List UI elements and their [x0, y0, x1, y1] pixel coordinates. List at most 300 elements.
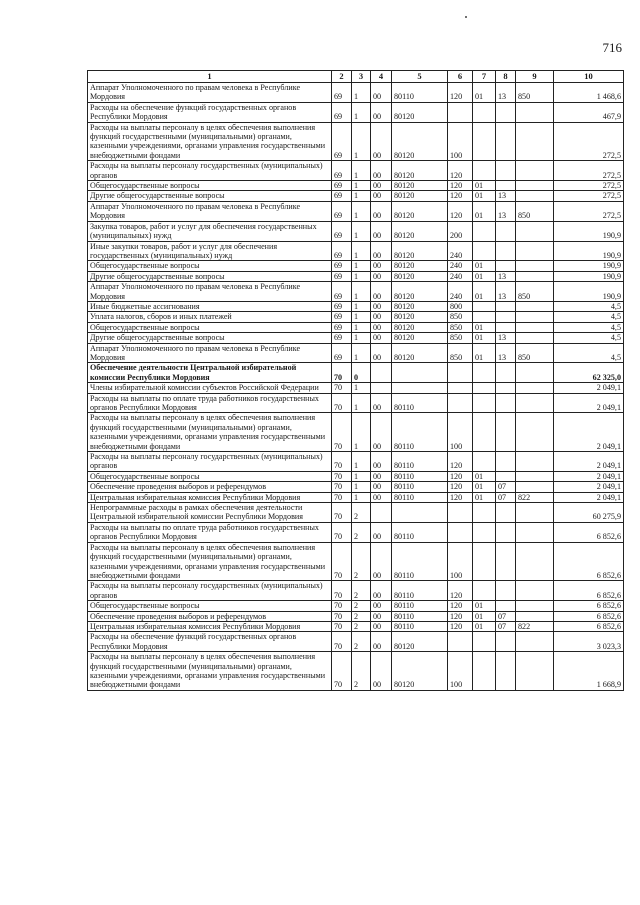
cell-code-sub: 1 — [352, 282, 371, 302]
cell-code-gp: 70 — [332, 452, 352, 472]
cell-amount: 6 852,6 — [554, 601, 624, 611]
cell-item-name: Центральная избирательная комиссия Республики Мордовия — [88, 492, 332, 502]
cell-code-vr: 850 — [448, 312, 473, 322]
cell-amount: 2 049,1 — [554, 413, 624, 452]
cell-code-vr: 120 — [448, 581, 473, 601]
cell-code-article: 80110 — [392, 393, 448, 413]
cell-item-name: Расходы на выплаты персоналу в целях обеспечения выполнения функций государственными (муниципальными) органами, казенными учреждениями, органами управления государственными внебюджетными фондами — [88, 413, 332, 452]
table-row — [88, 393, 624, 413]
cell-code-vr: 200 — [448, 221, 473, 241]
cell-code-gp: 69 — [332, 312, 352, 322]
column-header-7: 7 — [473, 71, 496, 83]
cell-code-rz: 01 — [473, 492, 496, 502]
table-header-row — [88, 71, 624, 83]
cell-item-name: Аппарат Уполномоченного по правам человека в Республике Мордовия — [88, 282, 332, 302]
cell-code-dir: 00 — [371, 492, 392, 502]
table-row — [88, 621, 624, 631]
cell-code-dir: 00 — [371, 102, 392, 122]
cell-code-dir: 00 — [371, 581, 392, 601]
cell-code-pr — [496, 363, 516, 383]
cell-code-article: 80120 — [392, 312, 448, 322]
cell-code-article: 80110 — [392, 482, 448, 492]
cell-code-article — [392, 383, 448, 393]
cell-amount: 4,5 — [554, 301, 624, 311]
cell-code-grbs: 822 — [516, 492, 554, 502]
cell-code-dir: 00 — [371, 393, 392, 413]
cell-code-sub: 2 — [352, 542, 371, 581]
cell-code-sub: 2 — [352, 652, 371, 691]
table-row — [88, 383, 624, 393]
cell-code-dir: 00 — [371, 261, 392, 271]
cell-code-vr: 120 — [448, 83, 473, 103]
cell-code-dir: 00 — [371, 83, 392, 103]
cell-code-vr: 100 — [448, 652, 473, 691]
cell-code-sub: 1 — [352, 271, 371, 281]
cell-code-dir: 00 — [371, 282, 392, 302]
cell-code-pr: 07 — [496, 492, 516, 502]
cell-code-vr: 120 — [448, 471, 473, 481]
cell-code-pr — [496, 241, 516, 261]
cell-code-pr: 13 — [496, 191, 516, 201]
cell-code-rz — [473, 413, 496, 452]
cell-code-article: 80110 — [392, 542, 448, 581]
cell-code-grbs — [516, 652, 554, 691]
cell-code-pr — [496, 652, 516, 691]
cell-code-vr: 120 — [448, 452, 473, 472]
cell-code-gp: 69 — [332, 181, 352, 191]
cell-code-rz — [473, 312, 496, 322]
cell-code-pr — [496, 393, 516, 413]
cell-code-dir: 00 — [371, 542, 392, 581]
cell-code-pr: 13 — [496, 201, 516, 221]
cell-code-pr — [496, 312, 516, 322]
cell-code-pr — [496, 102, 516, 122]
cell-item-name: Обеспечение проведения выборов и референдумов — [88, 611, 332, 621]
cell-code-rz: 01 — [473, 191, 496, 201]
cell-code-pr — [496, 503, 516, 523]
cell-item-name: Общегосударственные вопросы — [88, 601, 332, 611]
cell-amount: 4,5 — [554, 333, 624, 343]
cell-code-vr — [448, 383, 473, 393]
column-header-8: 8 — [496, 71, 516, 83]
cell-code-sub: 1 — [352, 322, 371, 332]
cell-code-sub: 1 — [352, 181, 371, 191]
cell-amount: 190,9 — [554, 241, 624, 261]
cell-code-article: 80110 — [392, 581, 448, 601]
cell-amount: 272,5 — [554, 181, 624, 191]
table-row — [88, 282, 624, 302]
cell-amount: 1 468,6 — [554, 83, 624, 103]
cell-code-pr — [496, 601, 516, 611]
cell-code-grbs — [516, 322, 554, 332]
cell-code-article: 80120 — [392, 261, 448, 271]
cell-code-grbs — [516, 261, 554, 271]
cell-code-rz — [473, 241, 496, 261]
cell-code-article: 80110 — [392, 492, 448, 502]
cell-code-grbs: 850 — [516, 343, 554, 363]
cell-code-gp: 69 — [332, 83, 352, 103]
cell-code-gp: 69 — [332, 122, 352, 161]
cell-code-article: 80110 — [392, 522, 448, 542]
cell-code-vr — [448, 522, 473, 542]
cell-code-article: 80110 — [392, 601, 448, 611]
budget-table — [87, 70, 624, 691]
cell-code-pr: 07 — [496, 611, 516, 621]
cell-item-name: Аппарат Уполномоченного по правам человека в Республике Мордовия — [88, 343, 332, 363]
cell-code-vr: 240 — [448, 282, 473, 302]
cell-code-vr: 120 — [448, 161, 473, 181]
table-row — [88, 503, 624, 523]
cell-code-article: 80120 — [392, 282, 448, 302]
cell-code-sub: 2 — [352, 503, 371, 523]
cell-amount: 60 275,9 — [554, 503, 624, 523]
cell-amount: 6 852,6 — [554, 542, 624, 581]
cell-item-name: Обеспечение проведения выборов и референдумов — [88, 482, 332, 492]
cell-item-name: Непрограммные расходы в рамках обеспечения деятельности Центральной избирательной комиссии Республики Мордовия — [88, 503, 332, 523]
cell-code-dir: 00 — [371, 181, 392, 191]
cell-item-name: Расходы на выплаты персоналу в целях обеспечения выполнения функций государственными (муниципальными) органами, казенными учреждениями, органами управления государственными внебюджетными фондами — [88, 652, 332, 691]
cell-item-name: Расходы на выплаты персоналу государственных (муниципальных) органов — [88, 161, 332, 181]
cell-amount: 4,5 — [554, 322, 624, 332]
cell-code-dir: 00 — [371, 161, 392, 181]
cell-code-dir: 00 — [371, 191, 392, 201]
cell-code-grbs — [516, 393, 554, 413]
cell-code-pr: 13 — [496, 333, 516, 343]
cell-code-grbs — [516, 301, 554, 311]
cell-code-grbs — [516, 363, 554, 383]
cell-code-vr: 240 — [448, 271, 473, 281]
cell-code-article: 80120 — [392, 652, 448, 691]
cell-code-vr: 120 — [448, 611, 473, 621]
table-row — [88, 542, 624, 581]
cell-code-dir: 00 — [371, 122, 392, 161]
cell-code-dir: 00 — [371, 312, 392, 322]
cell-code-gp: 70 — [332, 632, 352, 652]
table-row — [88, 241, 624, 261]
table-row — [88, 83, 624, 103]
cell-code-vr — [448, 503, 473, 523]
cell-amount: 1 668,9 — [554, 652, 624, 691]
cell-code-gp: 70 — [332, 492, 352, 502]
cell-code-rz — [473, 221, 496, 241]
cell-code-rz: 01 — [473, 601, 496, 611]
cell-code-vr: 100 — [448, 413, 473, 452]
cell-code-grbs — [516, 383, 554, 393]
cell-code-gp: 69 — [332, 301, 352, 311]
cell-code-dir: 00 — [371, 482, 392, 492]
cell-code-pr — [496, 301, 516, 311]
cell-amount: 2 049,1 — [554, 452, 624, 472]
table-row — [88, 333, 624, 343]
cell-item-name: Аппарат Уполномоченного по правам человека в Республике Мордовия — [88, 201, 332, 221]
cell-code-gp: 69 — [332, 221, 352, 241]
cell-amount: 2 049,1 — [554, 482, 624, 492]
cell-item-name: Члены избирательной комиссии субъектов Российской Федерации — [88, 383, 332, 393]
cell-code-gp: 70 — [332, 363, 352, 383]
cell-code-pr — [496, 581, 516, 601]
cell-code-dir: 00 — [371, 652, 392, 691]
cell-code-grbs: 850 — [516, 83, 554, 103]
cell-code-rz: 01 — [473, 282, 496, 302]
cell-code-sub: 1 — [352, 393, 371, 413]
column-header-4: 4 — [371, 71, 392, 83]
table-row — [88, 261, 624, 271]
cell-code-dir: 00 — [371, 221, 392, 241]
cell-item-name: Расходы на выплаты персоналу в целях обеспечения выполнения функций государственными (муниципальными) органами, казенными учреждениями, органами управления государственными внебюджетными фондами — [88, 122, 332, 161]
cell-code-rz: 01 — [473, 482, 496, 492]
cell-code-vr: 120 — [448, 621, 473, 631]
cell-code-dir: 00 — [371, 343, 392, 363]
cell-code-sub: 1 — [352, 241, 371, 261]
cell-amount: 2 049,1 — [554, 492, 624, 502]
cell-amount: 6 852,6 — [554, 522, 624, 542]
cell-item-name: Расходы на выплаты по оплате труда работников государственных органов Республики Мордовия — [88, 522, 332, 542]
cell-amount: 2 049,1 — [554, 383, 624, 393]
cell-item-name: Другие общегосударственные вопросы — [88, 191, 332, 201]
cell-item-name: Аппарат Уполномоченного по правам человека в Республике Мордовия — [88, 83, 332, 103]
cell-code-vr: 240 — [448, 241, 473, 261]
cell-code-sub: 1 — [352, 471, 371, 481]
table-row — [88, 181, 624, 191]
cell-code-pr — [496, 522, 516, 542]
cell-code-rz — [473, 632, 496, 652]
cell-code-sub: 2 — [352, 611, 371, 621]
cell-code-article: 80120 — [392, 271, 448, 281]
cell-code-sub: 0 — [352, 363, 371, 383]
cell-code-gp: 70 — [332, 581, 352, 601]
cell-code-rz: 01 — [473, 181, 496, 191]
cell-code-vr: 100 — [448, 542, 473, 581]
cell-code-rz: 01 — [473, 611, 496, 621]
column-header-3: 3 — [352, 71, 371, 83]
cell-code-sub: 1 — [352, 413, 371, 452]
cell-code-gp: 69 — [332, 102, 352, 122]
cell-code-grbs — [516, 191, 554, 201]
table-row — [88, 413, 624, 452]
cell-code-grbs — [516, 312, 554, 322]
cell-amount: 272,5 — [554, 191, 624, 201]
cell-code-sub: 1 — [352, 343, 371, 363]
cell-code-sub: 1 — [352, 383, 371, 393]
table-row — [88, 322, 624, 332]
cell-code-article: 80120 — [392, 333, 448, 343]
table-row — [88, 482, 624, 492]
cell-code-gp: 70 — [332, 413, 352, 452]
cell-code-article: 80120 — [392, 301, 448, 311]
cell-amount: 4,5 — [554, 312, 624, 322]
column-header-1: 1 — [88, 71, 332, 83]
table-row — [88, 312, 624, 322]
cell-code-article: 80110 — [392, 452, 448, 472]
cell-code-pr — [496, 122, 516, 161]
cell-code-dir: 00 — [371, 333, 392, 343]
cell-amount: 190,9 — [554, 282, 624, 302]
cell-code-rz — [473, 383, 496, 393]
cell-code-gp: 70 — [332, 471, 352, 481]
table-row — [88, 363, 624, 383]
cell-code-sub: 1 — [352, 333, 371, 343]
cell-code-article: 80110 — [392, 611, 448, 621]
cell-code-sub: 1 — [352, 201, 371, 221]
cell-code-sub: 1 — [352, 301, 371, 311]
cell-code-grbs — [516, 241, 554, 261]
cell-code-article: 80110 — [392, 471, 448, 481]
cell-code-rz: 01 — [473, 343, 496, 363]
cell-code-grbs — [516, 522, 554, 542]
cell-code-article: 80110 — [392, 413, 448, 452]
cell-code-article: 80120 — [392, 221, 448, 241]
cell-amount: 6 852,6 — [554, 611, 624, 621]
table-row — [88, 343, 624, 363]
cell-code-gp: 70 — [332, 503, 352, 523]
cell-code-gp: 70 — [332, 542, 352, 581]
cell-code-grbs — [516, 161, 554, 181]
cell-code-vr: 100 — [448, 122, 473, 161]
cell-amount: 272,5 — [554, 122, 624, 161]
cell-amount: 190,9 — [554, 261, 624, 271]
cell-code-gp: 70 — [332, 393, 352, 413]
cell-amount: 272,5 — [554, 201, 624, 221]
cell-code-sub: 2 — [352, 581, 371, 601]
cell-item-name: Общегосударственные вопросы — [88, 471, 332, 481]
cell-code-vr: 120 — [448, 601, 473, 611]
cell-code-rz — [473, 363, 496, 383]
cell-code-grbs — [516, 482, 554, 492]
cell-code-grbs — [516, 611, 554, 621]
cell-code-vr: 120 — [448, 201, 473, 221]
cell-code-grbs — [516, 542, 554, 581]
cell-amount: 2 049,1 — [554, 393, 624, 413]
cell-code-vr: 120 — [448, 181, 473, 191]
cell-code-pr — [496, 383, 516, 393]
cell-code-sub: 1 — [352, 83, 371, 103]
cell-code-sub: 1 — [352, 492, 371, 502]
cell-code-article — [392, 363, 448, 383]
table-row — [88, 471, 624, 481]
column-header-2: 2 — [332, 71, 352, 83]
table-row — [88, 611, 624, 621]
cell-code-gp: 70 — [332, 601, 352, 611]
cell-code-dir — [371, 383, 392, 393]
cell-code-vr — [448, 632, 473, 652]
cell-code-gp: 69 — [332, 322, 352, 332]
cell-code-dir: 00 — [371, 452, 392, 472]
cell-item-name: Общегосударственные вопросы — [88, 322, 332, 332]
cell-code-rz — [473, 542, 496, 581]
cell-code-gp: 69 — [332, 201, 352, 221]
cell-code-rz — [473, 122, 496, 161]
cell-code-pr — [496, 161, 516, 181]
cell-item-name: Закупка товаров, работ и услуг для обеспечения государственных (муниципальных) нужд — [88, 221, 332, 241]
cell-code-grbs — [516, 271, 554, 281]
table-row — [88, 201, 624, 221]
cell-code-rz: 01 — [473, 271, 496, 281]
cell-code-dir: 00 — [371, 601, 392, 611]
cell-code-vr — [448, 363, 473, 383]
cell-code-sub: 1 — [352, 221, 371, 241]
column-header-6: 6 — [448, 71, 473, 83]
column-header-5: 5 — [392, 71, 448, 83]
table-row — [88, 271, 624, 281]
cell-code-pr — [496, 413, 516, 452]
cell-code-vr: 120 — [448, 492, 473, 502]
cell-item-name: Центральная избирательная комиссия Республики Мордовия — [88, 621, 332, 631]
cell-code-vr: 850 — [448, 333, 473, 343]
cell-item-name: Расходы на выплаты персоналу в целях обеспечения выполнения функций государственными (муниципальными) органами, казенными учреждениями, органами управления государственными внебюджетными фондами — [88, 542, 332, 581]
cell-item-name: Расходы на выплаты персоналу государственных (муниципальных) органов — [88, 581, 332, 601]
cell-code-grbs — [516, 471, 554, 481]
page-number: 716 — [602, 40, 622, 55]
cell-amount: 62 325,0 — [554, 363, 624, 383]
cell-code-vr: 120 — [448, 482, 473, 492]
cell-code-article: 80110 — [392, 621, 448, 631]
cell-item-name: Расходы на обеспечение функций государственных органов Республики Мордовия — [88, 102, 332, 122]
table-row — [88, 161, 624, 181]
cell-code-pr — [496, 181, 516, 191]
cell-item-name: Расходы на выплаты по оплате труда работников государственных органов Республики Мордовия — [88, 393, 332, 413]
column-header-9: 9 — [516, 71, 554, 83]
cell-code-sub: 1 — [352, 452, 371, 472]
table-row — [88, 581, 624, 601]
table-row — [88, 492, 624, 502]
cell-code-rz: 01 — [473, 333, 496, 343]
cell-code-pr — [496, 632, 516, 652]
cell-code-dir: 00 — [371, 201, 392, 221]
cell-item-name: Расходы на выплаты персоналу государственных (муниципальных) органов — [88, 452, 332, 472]
cell-code-dir: 00 — [371, 301, 392, 311]
cell-code-rz — [473, 452, 496, 472]
cell-amount: 4,5 — [554, 343, 624, 363]
cell-item-name: Уплата налогов, сборов и иных платежей — [88, 312, 332, 322]
cell-code-grbs — [516, 503, 554, 523]
cell-code-vr: 850 — [448, 343, 473, 363]
cell-code-pr — [496, 261, 516, 271]
cell-code-gp: 70 — [332, 383, 352, 393]
cell-code-rz — [473, 581, 496, 601]
cell-code-gp: 69 — [332, 161, 352, 181]
cell-code-gp: 69 — [332, 343, 352, 363]
cell-code-grbs: 822 — [516, 621, 554, 631]
scan-speck — [465, 16, 467, 18]
cell-code-pr: 13 — [496, 343, 516, 363]
cell-code-pr: 13 — [496, 271, 516, 281]
cell-code-pr: 07 — [496, 621, 516, 631]
cell-code-sub: 1 — [352, 102, 371, 122]
cell-code-sub: 1 — [352, 161, 371, 181]
cell-code-gp: 70 — [332, 482, 352, 492]
cell-code-pr — [496, 221, 516, 241]
table-row — [88, 452, 624, 472]
cell-code-grbs — [516, 452, 554, 472]
cell-code-article: 80120 — [392, 122, 448, 161]
table-row — [88, 102, 624, 122]
table-row — [88, 601, 624, 611]
cell-code-rz — [473, 652, 496, 691]
cell-code-article: 80120 — [392, 343, 448, 363]
cell-code-vr — [448, 393, 473, 413]
cell-code-sub: 1 — [352, 482, 371, 492]
cell-code-rz: 01 — [473, 261, 496, 271]
cell-code-gp: 70 — [332, 611, 352, 621]
cell-code-article — [392, 503, 448, 523]
cell-code-grbs — [516, 122, 554, 161]
cell-code-rz — [473, 161, 496, 181]
cell-code-gp: 69 — [332, 191, 352, 201]
cell-code-dir — [371, 503, 392, 523]
cell-code-gp: 70 — [332, 652, 352, 691]
table-row — [88, 122, 624, 161]
cell-code-dir: 00 — [371, 611, 392, 621]
